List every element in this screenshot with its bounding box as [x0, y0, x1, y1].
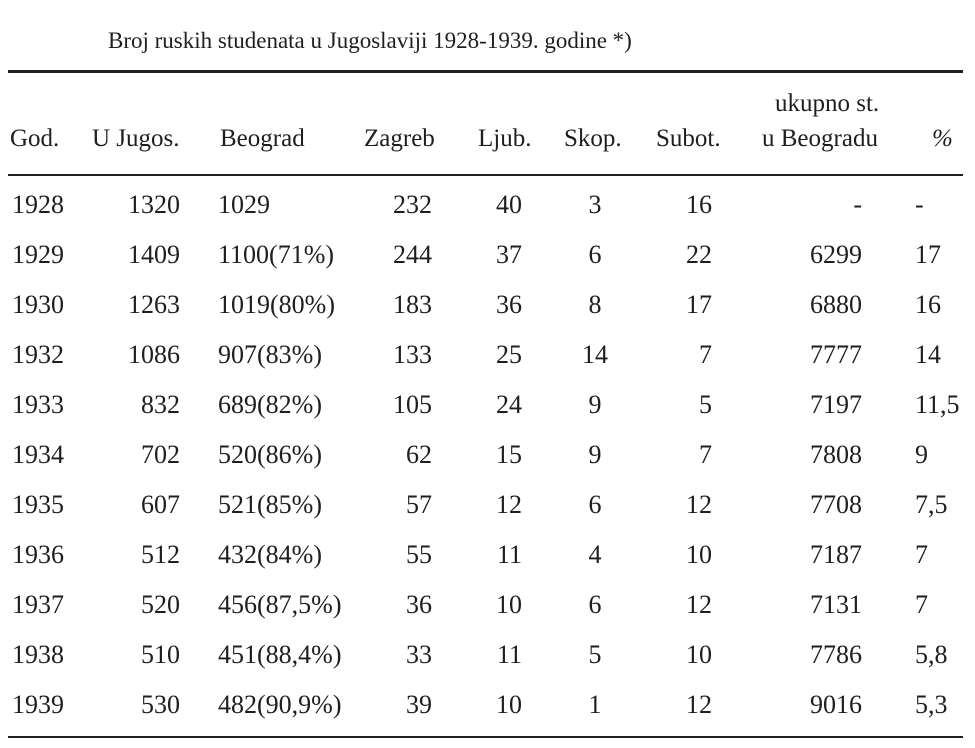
header-subot: Subot. [656, 125, 721, 152]
cell-ukupno: 7777 [810, 340, 862, 369]
cell-year: 1939 [12, 690, 64, 719]
cell-zagreb: 57 [406, 490, 432, 519]
cell-ljub: 40 [496, 190, 522, 219]
header-jugos: U Jugos. [92, 125, 180, 152]
cell-ukupno: 6880 [810, 290, 862, 319]
cell-skop: 9 [588, 440, 602, 469]
cell-jugos: 530 [141, 690, 180, 719]
cell-subot: 12 [686, 690, 712, 719]
cell-subot: 7 [699, 440, 712, 469]
cell-skop: 6 [588, 240, 602, 269]
cell-year: 1937 [12, 590, 64, 619]
cell-year: 1933 [12, 390, 64, 419]
header-rule [8, 174, 963, 176]
cell-beograd: 1100(71%) [218, 240, 335, 269]
cell-jugos: 832 [141, 390, 180, 419]
cell-subot: 5 [699, 390, 712, 419]
cell-ljub: 12 [496, 490, 522, 519]
cell-beograd: 1019(80%) [218, 290, 335, 319]
header-pct: % [932, 125, 953, 152]
cell-zagreb: 36 [406, 590, 432, 619]
cell-zagreb: 244 [393, 240, 432, 269]
cell-beograd: 520(86%) [218, 440, 322, 469]
cell-year: 1929 [12, 240, 64, 269]
cell-pct: 5,8 [915, 640, 948, 669]
cell-skop: 3 [588, 190, 602, 219]
table-row [0, 690, 975, 730]
cell-zagreb: 183 [393, 290, 432, 319]
cell-ukupno: 7786 [810, 640, 862, 669]
cell-subot: 12 [686, 490, 712, 519]
cell-year: 1934 [12, 440, 64, 469]
table-row [0, 440, 975, 480]
cell-zagreb: 232 [393, 190, 432, 219]
cell-year: 1930 [12, 290, 64, 319]
cell-pct: 11,5 [915, 390, 960, 419]
cell-subot: 22 [686, 240, 712, 269]
cell-ljub: 15 [496, 440, 522, 469]
cell-skop: 6 [588, 490, 602, 519]
table-row [0, 290, 975, 330]
cell-jugos: 1409 [128, 240, 180, 269]
cell-pct: 17 [915, 240, 941, 269]
cell-ukupno: 9016 [810, 690, 862, 719]
table-title: Broj ruskih studenata u Jugoslaviji 1928-1939. godine *) [108, 28, 632, 53]
header-ljub: Ljub. [478, 125, 532, 152]
table-row [0, 190, 975, 230]
cell-pct: 7 [915, 540, 928, 569]
cell-subot: 10 [686, 640, 712, 669]
cell-jugos: 520 [141, 590, 180, 619]
cell-beograd: 907(83%) [218, 340, 322, 369]
cell-pct: 9 [915, 440, 928, 469]
cell-subot: 10 [686, 540, 712, 569]
cell-beograd: 1029 [218, 190, 270, 219]
cell-pct: 5,3 [915, 690, 948, 719]
cell-beograd: 456(87,5%) [218, 590, 342, 619]
cell-year: 1938 [12, 640, 64, 669]
cell-subot: 12 [686, 590, 712, 619]
cell-zagreb: 39 [406, 690, 432, 719]
cell-ljub: 11 [496, 640, 522, 669]
table-row [0, 490, 975, 530]
cell-skop: 9 [588, 390, 602, 419]
cell-year: 1928 [12, 190, 64, 219]
cell-jugos: 607 [141, 490, 180, 519]
cell-beograd: 521(85%) [218, 490, 322, 519]
table-row [0, 390, 975, 430]
cell-pct: 16 [915, 290, 941, 319]
cell-zagreb: 133 [393, 340, 432, 369]
header-god: God. [10, 125, 60, 152]
cell-subot: 16 [686, 190, 712, 219]
cell-jugos: 510 [141, 640, 180, 669]
cell-ljub: 36 [496, 290, 522, 319]
cell-jugos: 702 [141, 440, 180, 469]
cell-ljub: 24 [496, 390, 522, 419]
table-row [0, 640, 975, 680]
cell-skop: 5 [588, 640, 602, 669]
table-row [0, 540, 975, 580]
top-rule [8, 70, 963, 73]
header-skop: Skop. [564, 125, 622, 152]
cell-pct: 7 [915, 590, 928, 619]
cell-jugos: 1320 [128, 190, 180, 219]
cell-skop: 1 [588, 690, 602, 719]
cell-zagreb: 105 [393, 390, 432, 419]
header-ukupno-2: u Beogradu [762, 125, 878, 152]
cell-jugos: 1086 [128, 340, 180, 369]
cell-zagreb: 33 [406, 640, 432, 669]
cell-ljub: 11 [496, 540, 522, 569]
cell-pct: - [915, 190, 924, 219]
cell-subot: 7 [699, 340, 712, 369]
cell-zagreb: 55 [406, 540, 432, 569]
table-row [0, 590, 975, 630]
cell-skop: 14 [582, 340, 608, 369]
cell-ljub: 10 [496, 590, 522, 619]
cell-beograd: 451(88,4%) [218, 640, 342, 669]
cell-ukupno: 7131 [810, 590, 862, 619]
cell-ukupno: 7808 [810, 440, 862, 469]
cell-pct: 7,5 [915, 490, 948, 519]
cell-jugos: 1263 [128, 290, 180, 319]
cell-ukupno: 7197 [810, 390, 862, 419]
cell-jugos: 512 [141, 540, 180, 569]
table-row [0, 340, 975, 380]
cell-year: 1932 [12, 340, 64, 369]
cell-zagreb: 62 [406, 440, 432, 469]
cell-ljub: 25 [496, 340, 522, 369]
cell-beograd: 482(90,9%) [218, 690, 342, 719]
header-ukupno-1: ukupno st. [775, 90, 880, 117]
cell-year: 1936 [12, 540, 64, 569]
cell-ljub: 10 [496, 690, 522, 719]
cell-ukupno: - [853, 190, 862, 219]
cell-ukupno: 6299 [810, 240, 862, 269]
cell-pct: 14 [915, 340, 941, 369]
cell-skop: 6 [588, 590, 602, 619]
cell-beograd: 432(84%) [218, 540, 322, 569]
header-zagreb: Zagreb [364, 125, 435, 152]
cell-subot: 17 [686, 290, 712, 319]
cell-beograd: 689(82%) [218, 390, 322, 419]
cell-ljub: 37 [496, 240, 522, 269]
table-row [0, 240, 975, 280]
cell-year: 1935 [12, 490, 64, 519]
cell-ukupno: 7708 [810, 490, 862, 519]
cell-ukupno: 7187 [810, 540, 862, 569]
cell-skop: 4 [588, 540, 602, 569]
header-beograd: Beograd [220, 125, 305, 152]
cell-skop: 8 [588, 290, 602, 319]
bottom-rule [8, 736, 963, 738]
